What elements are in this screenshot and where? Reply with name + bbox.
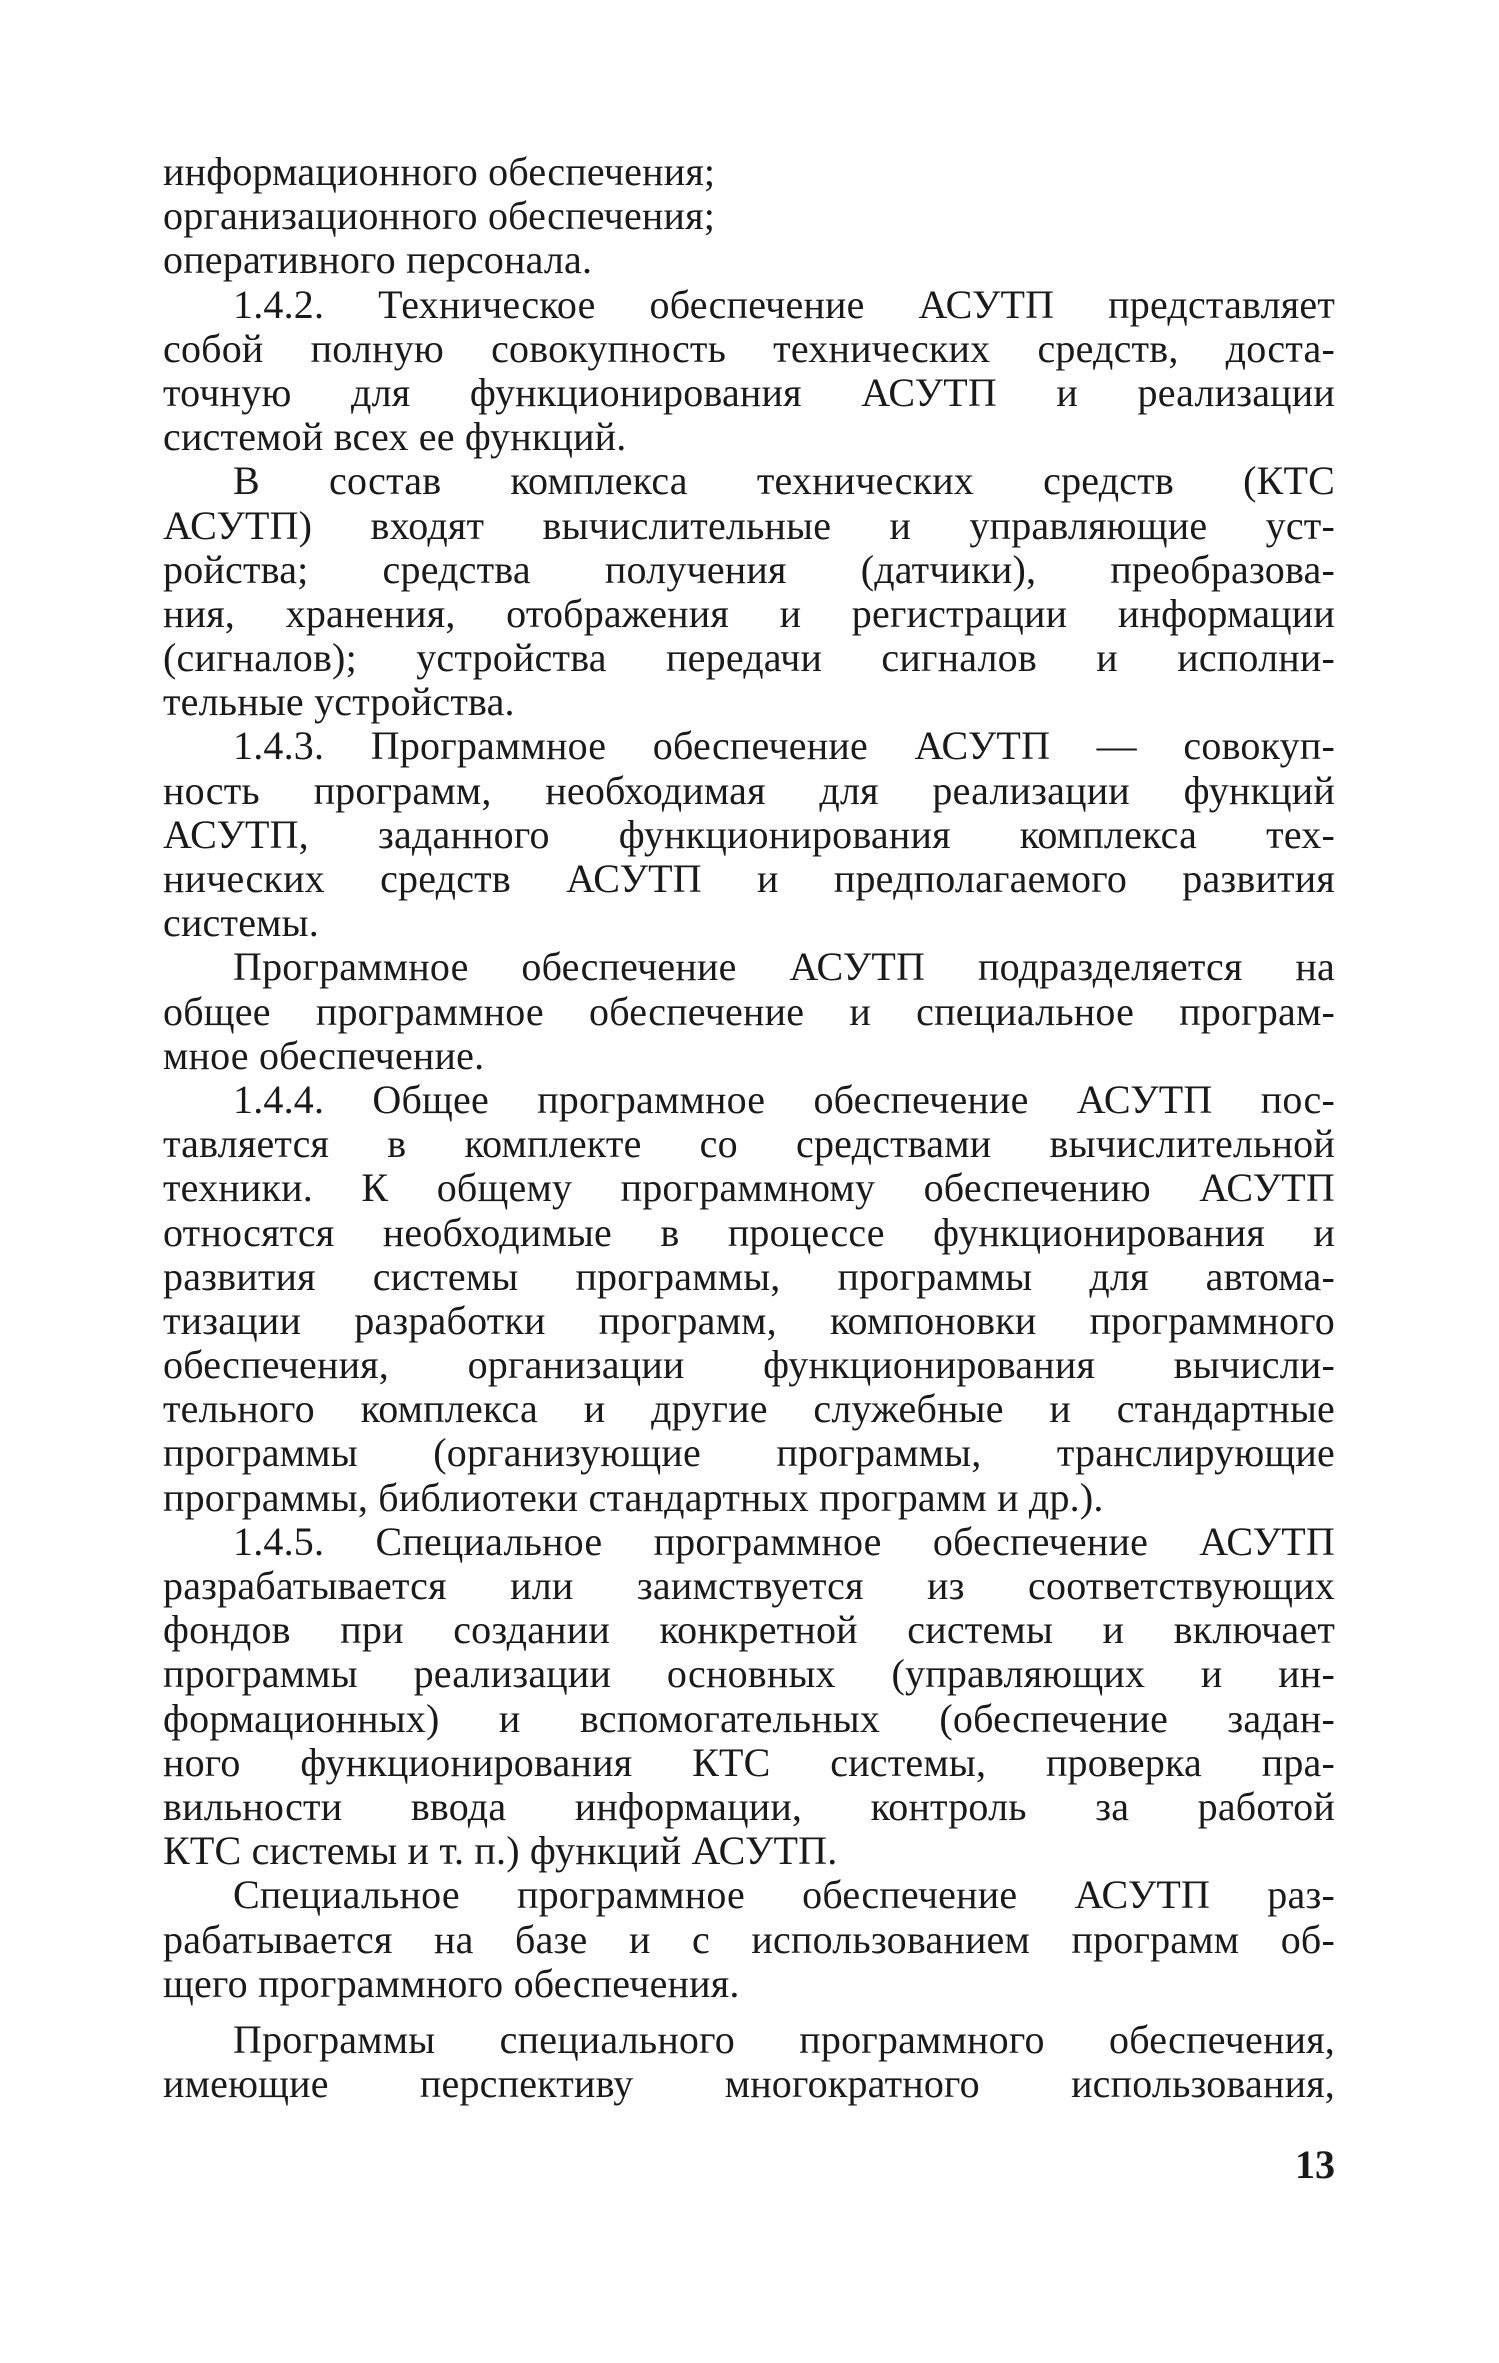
text-line: тельные устройства.	[163, 679, 515, 725]
text-line: ность программ, необходимая для реализации функций	[163, 767, 1335, 813]
text-line: фондов при создании конкретной системы и включает	[163, 1607, 1335, 1653]
text-line: ния, хранения, отображения и регистрации информации	[163, 590, 1335, 636]
text-line: техники. К общему программному обеспечению АСУТП	[163, 1165, 1335, 1211]
text-line: нических средств АСУТП и предполагаемого развития	[163, 856, 1335, 901]
text-line: формационных) и вспомогательных (обеспечение задан-	[163, 1695, 1335, 1741]
text-line: Программное обеспечение АСУТП подразделяется на	[233, 944, 1335, 990]
text-line: АСУТП, заданного функционирования комплекса тех-	[163, 811, 1335, 857]
text-line: щего программного обеспечения.	[163, 1960, 740, 2006]
text-line: 1.4.4. Общее программное обеспечение АСУТП пос-	[233, 1076, 1335, 1122]
text-line: имеющие перспективу многократного использования,	[163, 2061, 1335, 2107]
text-line: программы (организующие программы, транслирующие	[163, 1430, 1335, 1476]
text-line: оперативного персонала.	[163, 237, 593, 283]
text-line: собой полную совокупность технических средств, доста-	[163, 325, 1335, 371]
text-line: тизации разработки программ, компоновки программного	[163, 1297, 1335, 1343]
body-text	[163, 150, 1335, 2106]
text-line: Специальное программное обеспечение АСУТП раз-	[233, 1872, 1335, 1918]
text-line: мное обеспечение.	[163, 1032, 485, 1078]
text-line: относятся необходимые в процессе функционирования и	[163, 1209, 1335, 1255]
text-line: разрабатывается или заимствуется из соответствующих	[163, 1563, 1335, 1608]
text-line: тельного комплекса и другие служебные и стандартные	[163, 1386, 1335, 1432]
text-line: тавляется в комплекте со средствами вычислительной	[163, 1121, 1335, 1167]
text-line: В состав комплекса технических средств (КТС	[233, 458, 1335, 504]
text-line: информационного обеспечения;	[163, 149, 716, 194]
text-line: КТС системы и т. п.) функций АСУТП.	[163, 1828, 838, 1874]
page-number: 13	[1295, 2142, 1335, 2187]
text-line: рабатывается на базе и с использованием программ об-	[163, 1916, 1335, 1962]
text-line: Программы специального программного обеспечения,	[233, 2016, 1335, 2062]
text-line: программы реализации основных (управляющих и ин-	[163, 1651, 1335, 1697]
text-line: 1.4.2. Техническое обеспечение АСУТП представляет	[233, 281, 1335, 327]
text-line: 1.4.3. Программное обеспечение АСУТП — совокуп-	[233, 723, 1335, 769]
text-line: ного функционирования КТС системы, проверка пра-	[163, 1739, 1335, 1785]
text-line: АСУТП) входят вычислительные и управляющие уст-	[163, 502, 1335, 548]
text-line: системы.	[163, 900, 319, 946]
text-line: обеспечения, организации функционирования вычисли-	[163, 1342, 1335, 1388]
text-line: вильности ввода информации, контроль за работой	[163, 1783, 1335, 1829]
text-line: системой всех ее функций.	[163, 414, 627, 460]
text-line: организационного обеспечения;	[163, 193, 716, 239]
text-line: общее программное обеспечение и специальное програм-	[163, 988, 1335, 1034]
text-line: ройства; средства получения (датчики), преобразова-	[163, 546, 1335, 592]
text-line: (сигналов); устройства передачи сигналов и исполни-	[163, 635, 1335, 681]
text-line: программы, библиотеки стандартных программ и др.).	[163, 1474, 1104, 1520]
text-line: 1.4.5. Специальное программное обеспечение АСУТП	[233, 1518, 1335, 1564]
text-line: развития системы программы, программы для автома-	[163, 1253, 1335, 1299]
text-line: точную для функционирования АСУТП и реализации	[163, 369, 1335, 415]
